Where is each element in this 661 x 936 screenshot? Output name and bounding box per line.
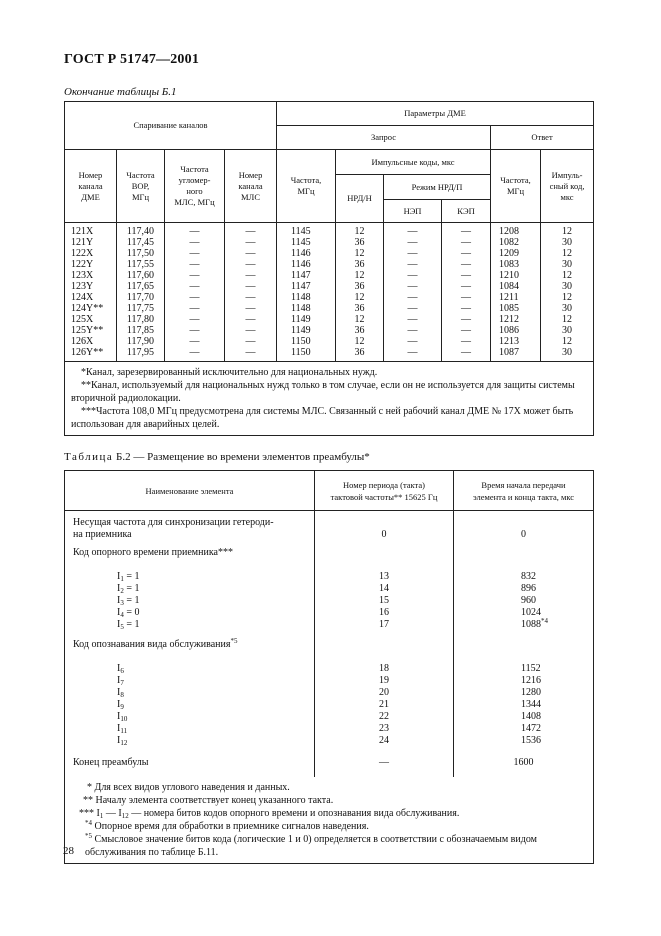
cell-kep: — (442, 281, 491, 292)
header-request-frequency: Частота, МГц (277, 150, 336, 223)
row-time: 1472 (454, 723, 594, 735)
cell-nrd-n: 36 (336, 237, 384, 248)
table-row (65, 757, 594, 769)
row-name: Несущая частота для синхронизации гетероди- на приемника (65, 517, 315, 541)
cell-kep: — (442, 237, 491, 248)
cell-code: 30 (541, 303, 594, 314)
header-mls-angle-frequency: Частота угломер- ного МЛС, МГц (165, 150, 225, 223)
cell-vor: 117,95 (117, 347, 165, 362)
bit-label: $I_4 = 0$ (65, 607, 315, 619)
cell-ch: 124Y** (65, 303, 117, 314)
cell-nep: — (384, 336, 442, 347)
bit-label: $I_7$ (65, 675, 315, 687)
cell-f-req: 1146 (277, 248, 336, 259)
table2-note: $^{*5}$ Смысловое значение битов кода (логические 1 и 0) определяется в соответствии с обозначаемым видом обслуживания по таблице Б.11. (85, 832, 537, 858)
cell-nep: — (384, 270, 442, 281)
cell-f-rep: 1209 (491, 248, 541, 259)
table-row (65, 281, 594, 292)
cell-vor: 117,40 (117, 223, 165, 238)
cell-kep: — (442, 223, 491, 238)
table-row (65, 571, 594, 583)
table-row (65, 248, 594, 259)
cell-nrd-n: 36 (336, 325, 384, 336)
header-reply: Ответ (491, 126, 594, 150)
row-time: 896 (454, 583, 594, 595)
table1-caption: Окончание таблицы Б.1 (64, 86, 177, 98)
cell-kep: — (442, 347, 491, 362)
cell-f-rep: 1087 (491, 347, 541, 362)
cell-kep: — (442, 336, 491, 347)
bit-label: $I_{10}$ (65, 711, 315, 723)
cell-mls-ch: — (225, 270, 277, 281)
cell-ch: 126X (65, 336, 117, 347)
cell-vor: 117,70 (117, 292, 165, 303)
table1-notes (65, 362, 594, 436)
cell-vor: 117,55 (117, 259, 165, 270)
cell-nrd-n: 36 (336, 259, 384, 270)
row-time: 1408 (454, 711, 594, 723)
cell-f-rep: 1082 (491, 237, 541, 248)
header-pulse-codes: Импульсные коды, мкс (336, 150, 491, 175)
cell-mls-ch: — (225, 336, 277, 347)
cell-code: 12 (541, 292, 594, 303)
row-period: 24 (315, 735, 454, 747)
cell-mls-f: — (165, 259, 225, 270)
table-row (65, 292, 594, 303)
cell-f-req: 1147 (277, 270, 336, 281)
cell-f-rep: 1085 (491, 303, 541, 314)
cell-nep: — (384, 292, 442, 303)
cell-nrd-n: 36 (336, 303, 384, 314)
table-row (65, 270, 594, 281)
cell-mls-ch: — (225, 223, 277, 238)
table1-note: *Канал, зарезервированный исключительно для национальных нужд. (81, 367, 378, 378)
cell-f-req: 1147 (277, 281, 336, 292)
row-time: 960 (454, 595, 594, 607)
table-row (65, 259, 594, 270)
cell-nrd-n: 12 (336, 336, 384, 347)
table-row (65, 595, 594, 607)
cell-f-rep: 1213 (491, 336, 541, 347)
cell-vor: 117,80 (117, 314, 165, 325)
cell-nrd-n: 12 (336, 223, 384, 238)
row-time: 1536 (454, 735, 594, 747)
cell-nep: — (384, 303, 442, 314)
cell-ch: 123X (65, 270, 117, 281)
cell-mls-f: — (165, 292, 225, 303)
cell-vor: 117,45 (117, 237, 165, 248)
table-row (65, 675, 594, 687)
row-time: 1024 (454, 607, 594, 619)
cell-nep: — (384, 325, 442, 336)
table-row (65, 517, 594, 541)
page-number: 28 (63, 845, 74, 857)
cell-code: 12 (541, 248, 594, 259)
cell-f-req: 1150 (277, 336, 336, 347)
cell-mls-ch: — (225, 314, 277, 325)
cell-f-req: 1145 (277, 223, 336, 238)
header-nep: НЭП (384, 200, 442, 223)
header-reply-frequency: Частота, МГц (491, 150, 541, 223)
document-header: ГОСТ Р 51747—2001 (64, 52, 200, 67)
row-time: 832 (454, 571, 594, 583)
table-row (65, 336, 594, 347)
bit-label: $I_8$ (65, 687, 315, 699)
cell-mls-ch: — (225, 292, 277, 303)
row-period: 0 (315, 517, 454, 541)
bit-label: $I_6$ (65, 663, 315, 675)
table-row (65, 303, 594, 314)
cell-mls-f: — (165, 281, 225, 292)
cell-nep: — (384, 237, 442, 248)
cell-f-req: 1149 (277, 314, 336, 325)
row-period: 20 (315, 687, 454, 699)
cell-kep: — (442, 259, 491, 270)
section-title-service-code: Код опознавания вида обслуживания$^{*5}$ (65, 639, 315, 651)
cell-mls-f: — (165, 303, 225, 314)
table-row (65, 314, 594, 325)
cell-nep: — (384, 281, 442, 292)
cell-code: 30 (541, 325, 594, 336)
cell-ch: 122Y (65, 259, 117, 270)
cell-kep: — (442, 325, 491, 336)
row-time: 1600 (454, 757, 594, 769)
header-mls-channel: Номер канала МЛС (225, 150, 277, 223)
cell-mls-ch: — (225, 237, 277, 248)
header-element-name: Наименование элемента (65, 471, 315, 511)
table-row (65, 547, 594, 559)
table2-note: $^{*4}$ Опорное время для обработки в приемнике сигналов наведения. (85, 819, 369, 832)
section-title-reference-code: Код опорного времени приемника*** (65, 547, 315, 559)
table-row (65, 223, 594, 238)
cell-vor: 117,75 (117, 303, 165, 314)
cell-f-rep: 1084 (491, 281, 541, 292)
table2-notes (65, 777, 594, 864)
row-time: 1280 (454, 687, 594, 699)
cell-kep: — (442, 303, 491, 314)
row-period: 23 (315, 723, 454, 735)
table-row (65, 639, 594, 651)
bit-label: $I_3 = 1$ (65, 595, 315, 607)
row-time: 1216 (454, 675, 594, 687)
cell-ch: 123Y (65, 281, 117, 292)
cell-ch: 126Y** (65, 347, 117, 362)
cell-ch: 121Y (65, 237, 117, 248)
table-row (65, 607, 594, 619)
cell-mls-ch: — (225, 303, 277, 314)
table-row (65, 619, 594, 631)
row-period: 17 (315, 619, 454, 631)
table-row (65, 663, 594, 675)
row-time: 0 (454, 517, 594, 541)
cell-nep: — (384, 259, 442, 270)
table2-note: ** Началу элемента соответствует конец указанного такта. (83, 795, 334, 806)
row-time: 1152 (454, 663, 594, 675)
row-time: 1088$^{*4}$ (454, 619, 594, 631)
cell-f-rep: 1211 (491, 292, 541, 303)
cell-mls-f: — (165, 248, 225, 259)
row-period: 18 (315, 663, 454, 675)
cell-code: 30 (541, 347, 594, 362)
header-mode-nrd-p: Режим НРД/П (384, 175, 491, 200)
header-pairing: Спаривание каналов (65, 102, 277, 150)
cell-code: 30 (541, 259, 594, 270)
table2-note: *** $I_1$ — $I_{12}$ — номера битов кодов опорного времени и опознавания вида обслуживания. (79, 808, 460, 820)
cell-code: 12 (541, 223, 594, 238)
cell-f-req: 1150 (277, 347, 336, 362)
table-row (65, 723, 594, 735)
cell-kep: — (442, 270, 491, 281)
header-reply-pulse-code: Импуль- сный код, мкс (541, 150, 594, 223)
cell-f-req: 1148 (277, 292, 336, 303)
cell-mls-f: — (165, 270, 225, 281)
header-dme-channel: Номер канала ДМЕ (65, 150, 117, 223)
table-row (65, 347, 594, 362)
cell-mls-f: — (165, 223, 225, 238)
row-period: 22 (315, 711, 454, 723)
cell-vor: 117,65 (117, 281, 165, 292)
cell-f-req: 1149 (277, 325, 336, 336)
cell-mls-f: — (165, 237, 225, 248)
cell-ch: 122X (65, 248, 117, 259)
cell-ch: 124X (65, 292, 117, 303)
bit-label: $I_{11}$ (65, 723, 315, 735)
cell-mls-ch: — (225, 281, 277, 292)
cell-f-rep: 1212 (491, 314, 541, 325)
table2-caption: Таблица Б.2 — Размещение во времени элементов преамбулы* (64, 451, 370, 463)
cell-nrd-n: 12 (336, 314, 384, 325)
bit-label: $I_1 = 1$ (65, 571, 315, 583)
cell-nep: — (384, 248, 442, 259)
cell-mls-ch: — (225, 248, 277, 259)
cell-f-req: 1145 (277, 237, 336, 248)
table1-note: **Канал, используемый для национальных нужд только в том случае, если он не используется для защиты системы вторичной радиолокации. (71, 380, 575, 404)
cell-code: 30 (541, 237, 594, 248)
row-period: 13 (315, 571, 454, 583)
row-period: 21 (315, 699, 454, 711)
cell-kep: — (442, 292, 491, 303)
cell-mls-ch: — (225, 259, 277, 270)
cell-vor: 117,85 (117, 325, 165, 336)
cell-mls-f: — (165, 347, 225, 362)
cell-nep: — (384, 223, 442, 238)
cell-nrd-n: 36 (336, 281, 384, 292)
header-vor-frequency: Частота ВОР, МГц (117, 150, 165, 223)
row-period: — (315, 757, 454, 769)
bit-label: $I_9$ (65, 699, 315, 711)
cell-f-req: 1146 (277, 259, 336, 270)
cell-mls-f: — (165, 314, 225, 325)
table1-note: ***Частота 108,0 МГц предусмотрена для системы МЛС. Связанный с ней рабочий канал ДМЕ № 17X может быть использован для аварийных целей. (71, 406, 574, 430)
table-row (65, 735, 594, 747)
table-row (65, 583, 594, 595)
cell-mls-ch: — (225, 325, 277, 336)
bit-label: $I_2 = 1$ (65, 583, 315, 595)
header-start-time: Время начала передачи элемента и конца такта, мкс (454, 471, 594, 511)
table-row (65, 699, 594, 711)
cell-kep: — (442, 314, 491, 325)
cell-code: 12 (541, 336, 594, 347)
cell-mls-f: — (165, 325, 225, 336)
header-request: Запрос (277, 126, 491, 150)
table-row (65, 711, 594, 723)
header-nrd-n: НРД/Н (336, 175, 384, 223)
bit-label: $I_5 = 1$ (65, 619, 315, 631)
cell-f-rep: 1086 (491, 325, 541, 336)
table2-note: * Для всех видов углового наведения и данных. (87, 782, 290, 793)
bit-label: $I_{12}$ (65, 735, 315, 747)
cell-vor: 117,50 (117, 248, 165, 259)
header-period-number: Номер периода (такта) тактовой частоты** 15625 Гц (315, 471, 454, 511)
table-row (65, 687, 594, 699)
cell-vor: 117,60 (117, 270, 165, 281)
row-period: 15 (315, 595, 454, 607)
cell-f-rep: 1208 (491, 223, 541, 238)
header-dme-params: Параметры ДМЕ (277, 102, 594, 126)
cell-code: 12 (541, 314, 594, 325)
cell-f-req: 1148 (277, 303, 336, 314)
cell-nrd-n: 36 (336, 347, 384, 362)
header-kep: КЭП (442, 200, 491, 223)
cell-code: 30 (541, 281, 594, 292)
row-name: Конец преамбулы (65, 757, 315, 769)
cell-mls-ch: — (225, 347, 277, 362)
cell-ch: 121X (65, 223, 117, 238)
table-row (65, 325, 594, 336)
cell-nep: — (384, 347, 442, 362)
cell-vor: 117,90 (117, 336, 165, 347)
cell-nrd-n: 12 (336, 292, 384, 303)
cell-mls-f: — (165, 336, 225, 347)
table1 (64, 101, 594, 436)
cell-f-rep: 1210 (491, 270, 541, 281)
cell-ch: 125X (65, 314, 117, 325)
cell-f-rep: 1083 (491, 259, 541, 270)
cell-nrd-n: 12 (336, 270, 384, 281)
row-period: 14 (315, 583, 454, 595)
cell-ch: 125Y** (65, 325, 117, 336)
table-row (65, 237, 594, 248)
table2 (64, 470, 594, 864)
cell-nrd-n: 12 (336, 248, 384, 259)
cell-code: 12 (541, 270, 594, 281)
cell-nep: — (384, 314, 442, 325)
cell-kep: — (442, 248, 491, 259)
row-period: 19 (315, 675, 454, 687)
row-time: 1344 (454, 699, 594, 711)
row-period: 16 (315, 607, 454, 619)
